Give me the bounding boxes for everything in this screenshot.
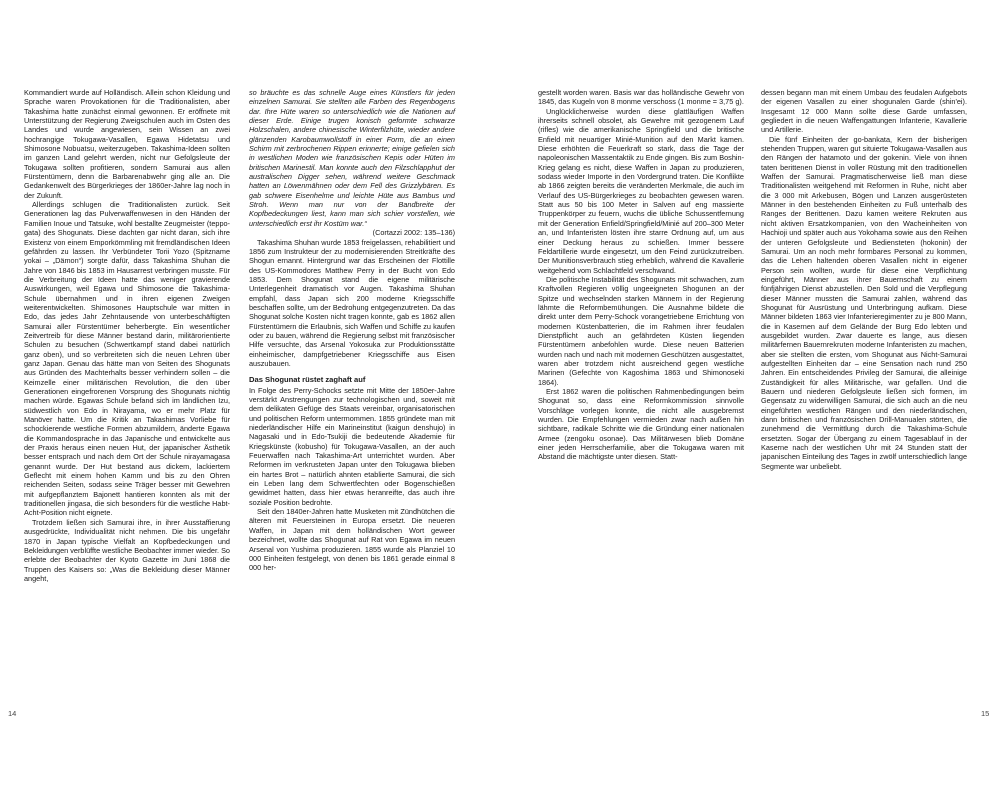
page-number-right: 15: [981, 709, 990, 718]
paragraph: dessen begann man mit einem Umbau des feudalen Aufgebots der eigenen Vasallen zu einer shogunalen Garde (shin'ei). Insgesamt 12 000 Mann sollte diese Garde umfassen, gegliedert in die neuen Waffengattungen Infanterie, Kavallerie und Artillerie.: [761, 88, 967, 135]
section-heading: Das Shogunat rüstet zaghaft auf: [249, 375, 366, 385]
column-3: [538, 88, 744, 462]
paragraph: In Folge des Perry-Schocks setzte mit Mitte der 1850er-Jahre verstärkt Anstrengungen zur technologischen und, soweit mit dem delikaten Gefüge des Staats vereinbar, organisatorischen und politischen Reform untermommen. 1855 gründete man mit niederländischer Hilfe ein Marineinstitut (kaigun denshujo) in Nagasaki und in Edo-Tsukiji die bedeutende Akademie für Kriegskünste (kobusho) für Tokugawa-Vasallen, an der auch Feuerwaffen nach Takashima-Art unterrichtet wurden. Aber Reformen im verkrusteten Japan unter den Tokugawa blieben ein hartes Brot – natürlich ahnten etablierte Samurai, die sich ein Leben lang dem Schwertfechten oder Bogenschießen gewidmet hatten, dass hier etwas heranreifte, das auch ihre soziale Position bedrohte.: [249, 385, 455, 507]
paragraph: Unglücklicherweise wurden diese glattläufigen Waffen ihrerseits schnell obsolet, als Gewehre mit gezogenem Lauf (rifles) wie die amerikanische Springfield und die britische Enfield mit neuartiger Minié-Munition auf den Markt kamen. Diese erhöhten die Feuerkraft so stark, dass die Tage der napoleonischen Massentaktik zu Ende gingen. Bis zum Boshin-Krieg gelang es nicht, diese Waffen in Japan zu produzieren, sodass wieder Importe in den Vordergrund traten. Die Konflikte ab 1866 zeigten bereits die veränderten Merkmale, die auch im Verlauf des US-Bürgerkrieges zu beobachten gewesen waren. Statt aus 50 bis 100 Meter in Salven auf eng massierte Truppenkörper zu feuern, wuchs die übliche Schussentfernung mit der Generation Enfield/Springfield/Minié auf 200–300 Meter an, und Infanteristen lösten ihre starre Ordnung auf, um aus einer Deckung heraus zu schießen. Immer bessere Feldartillerie wurde eingesetzt, um den Feind zurückzutreiben. Der Munitionsverbrauch stieg erheblich, während die Kavallerie weitgehend vom Schlachtfeld verschwand.: [538, 106, 744, 275]
column-2: [249, 88, 455, 573]
paragraph: Allerdings schlugen die Traditionalisten zurück. Seit Generationen lag das Pulverwaffenwesen in den Händen der Familien Inoue und Tatsuke, wohl bestallte Zeugmeister (teppo-gata) des Shogunats. Diese dachten gar nicht daran, sich ihre Existenz von einem Emporkömmling mit fremdländischen Ideen gefährden zu lassen. Ihr Verbündeter Torii Yozo (Spitzname yokai – „Dämon“) sorgte dafür, dass Takashima Shuhan die Jahre von 1846 bis 1853 im Hausarrest verbringen musste. Für die Verbreitung der Ideen hatte das weniger gravierende Auswirkungen, weil Egawa und Shimosone die Takashima-Schule übernahmen und in ihren eigenen Zweigen weiterentwickelten. Shimosones Hauptschule war mitten in Edo, das jedes Jahr Zehntausende von unterbeschäftigten Samurai aller Fürstentümer beherbergte. Ein wesentlicher Zeitvertreib für diese Männer bestand darin, militärorientierte Schulen zu besuchen (Schwertkampf stand dabei natürlich ganz oben), und so verbreiteten sich die neuen Lehren über ganz Japan. Genau das hätte man von Seiten des Shogunats aus Gründen des Machterhalts besser verhindern sollen – die Keimzelle einer militärischen Revolution, die den über Generationen eingefrorenen Vorsprung des Shogunats nichtig machen würde. Egawas Schule befand sich im ländlichen Izu, südwestlich von Edo in Nirayama, wo er mehr Platz für Manöver hatte. Um die Kritik an Takashimas Vorliebe für schockierende westliche Formen abzumildern, änderte Egawa die Kommandosprache in das Japanische und entwickelte aus der Praxis heraus einen neuen Hut, der japanischer Ästhetik besser entsprach und nach dem Ort der Schule nirayamagasa genannt wurde. Der Hut bestand aus dickem, lackiertem Geflecht mit einem hohen Kamm und bis zu den Ohren reichenden Seiten, sodass seine Träger besser mit Gewehren mit aufgepflanztem Bajonett hantieren konnten als mit der traditionellen jingasa, die sich besonders für die westliche Habt-Acht-Position nicht eignete.: [24, 200, 230, 518]
paragraph: Seit den 1840er-Jahren hatte Musketen mit Zündhütchen die älteren mit Feuersteinen in Europa ersetzt. Die neueren Waffen, in Japan mit dem holländischen Wort geweer bezeichnet, wollte das Shogunat auf Rat von Egawa im neuen Arsenal von Yushima produzieren. 1855 wurde als Planziel 10 000 Einheiten festgelegt, von denen bis 1861 gerade einmal 8 000 her-: [249, 507, 455, 573]
paragraph: Die politische Instabilität des Shogunats mit schwachen, zum Kraftvollen Regieren völlig ungeeigneten Shogunen an der Spitze und wechselnden starken Männern in der Regierung lähmte die Reformbemühungen. Die Ausnahme bildete die direkt unter dem Perry-Schock vorangetriebene Errichtung von modernen Küstenbatterien, die im Rahmen ihrer feudalen Dienstpflicht auch an gefährdeten Küsten liegenden Fürstentümern anbefohlen wurde. Diese neuen Batterien wurden nach und nach mit modernen Geschützen ausgestattet, waren aber trotzdem nicht ausreichend gegen westliche Marinen (Gefechte von Kagoshima 1863 und Shimonoseki 1864).: [538, 274, 744, 387]
paragraph: Die fünf Einheiten der go-bankata, Kern der bisherigen stehenden Truppen, waren gut situierte Tokugawa-Vasallen aus den Rängen der hatamoto und der gokenin. Viele von ihnen taten berittenen Dienst in voller Rüstung mit den traditionellen Waffen der Samurai. Pragmatischerweise ließ man diese Traditionalisten weitgehend mit Reformen in Ruhe, nicht aber die 3 000 mit Arkebusen, Bögen und Lanzen ausgerüsteten Männer in den bestehenden Einheiten zu Fuß unterhalb des Ranges der Berittenen. Dazu kamen weitere Rekruten aus nicht aktiven Ersatzkompanien, von den Wacheinheiten von Hachioji und später auch aus Yokohama sowie aus den Reihen der unteren Gefolgsleute und Bediensteten (hokonin) der Samurai. Um an noch mehr formbares Personal zu kommen, das die Lehen haltenden oberen Vasallen nicht in eigener Person sein wollten, wurde für diese eine Verpflichtung eingeführt, Männer aus ihrer Bauernschaft zu einem fünfjährigen Dienst abzustellen. Den Sold und die Verpflegung dieser Männer mussten die Samurai zahlen, während das Shogunat für Ausrüstung und Unterbringung aufkam. Diese Männer bildeten 1863 vier Infanterieregimenter zu je 800 Mann, die in Kasernen auf dem Gelände der Burg Edo lebten und ausgebildet wurden. Zwar dauerte es lange, aus diesen militärfernen Bauernrekruten moderne Infanteristen zu machen, aber sie stellten die ersten, vom Shogunat aus Nicht-Samurai aufgestellten Einheiten dar – eine Sensation nach rund 250 Jahren. Ein entscheidendes Privileg der Samurai, die alleinige Zuständigkeit für alles Militärische, war gefallen. Und die Bauern und niederen Gefolgsleute ließen sich formen, im Gegensatz zu widerwilligen Samurai, die sich auch an die neu eingeführten westlichen Rängen und den niederländischen, dann britischen und französischen Drill-Manualen störten, die zunehmend die Vermittlung durch die Takashima-Schule ersetzten. Sogar der Übergang zu einem Tagesablauf in der Kaserne nach der westlichen Uhr mit 24 Stunden statt der japanischen Einteilung des Tages in zwölf unterschiedlich lange Segmente war unbeliebt.: [761, 134, 967, 471]
paragraph: Kommandiert wurde auf Holländisch. Allein schon Kleidung und Sprache waren Provokationen für die Traditionalisten, aber Takashima hatte zunächst einmal gewonnen. Er eröffnete mit Unterstützung der Regierung Zweigschulen auch im Osten des Landes und wurde angewiesen, sein Wissen an zwei hochrangige Tokugawa-Vasallen, Egawa Hidetatsu und Shimosone Nobuatsu, weiterzugeben. Takashima-Ideen sollten im ganzen Land gelehrt werden, nicht nur Gefolgsleute der Tokugawa sollten profitieren, sondern Samurai aus allen Fürstentümern, denn die Barbarenabwehr ging alle an. Die Gedankenwelt des Bürgerkrieges der 1860er-Jahre lag noch in der Zukunft.: [24, 88, 230, 200]
quote-citation: (Cortazzi 2002: 135–136): [372, 228, 455, 238]
paragraph: Takashima Shuhan wurde 1853 freigelassen, rehabilitiert und 1856 zum Instrukteur der zu modernisierenden Streitkräfte des Shogun ernannt. Hintergrund war das Erscheinen der Flottille des US-Kommodores Matthew Perry in der Bucht von Edo 1853. Dem Shogunat stand die eigene militärische Unterlegenheit dramatisch vor Augen. Takashima Shuhan empfahl, dass Japan sich 200 moderne Kriegsschiffe beschaffen sollte, um der Bedrohung entgegenzutreten. Da das Shogunat solche Kosten nicht tragen konnte, gab es 1862 allen Fürstentümern die Erlaubnis, sich Waffen und Schiffe zu kaufen oder zu bauen, während die Regierung selbst mit französischer Hilfe versuchte, das Arsenal Yokosuka zur Produktionsstätte einheimischer, dampfgetriebener Kriegsschiffe aus Eisen auszubauen.: [249, 237, 455, 368]
paragraph: Trotzdem ließen sich Samurai ihre, in ihrer Ausstaffierung ausgedrückte, Individualität nicht nehmen. Die bis ungefähr 1870 in Japan typische Vielfalt an Kopfbedeckungen und Bekleidungen verblüffte westliche Beobachter immer wieder. So erlebte der Beobachter der Kyoto Gazette im Juni 1868 die Truppen des Kaisers so: „Was die Bekleidung dieser Männer angeht,: [24, 517, 230, 583]
column-4: [761, 88, 967, 471]
paragraph: gestellt worden waren. Basis war das holländische Gewehr von 1845, das Kugeln von 8 monme verschoss (1 monme = 3,75 g).: [538, 88, 744, 107]
paragraph: Erst 1862 waren die politischen Rahmenbedingungen beim Shogunat so, dass eine Reformkommission sinnvolle Vorschläge vorlegen konnte, die nicht alle ausgebremst wurden. Die Empfehlungen vermieden zwar nach außen hin sichtbare, radikale Schritte wie die Gründung einer nationalen Armee (zengoku osonae). Das Militärwesen blieb Domäne einer jeden Herrscherfamilie, aber die Tokugawa waren mit Abstand die mächtigste unter diesen. Statt-: [538, 387, 744, 462]
block-quote: so bräuchte es das schnelle Auge eines Künstlers für jeden einzelnen Samurai. Sie stellten alle Farben des Regenbogens dar. Ihre Hüte waren so unterschiedlich wie die Nationen auf dieser Erde. Einige trugen konisch geformte schwarze Holzschalen, andere chinesische Winterfilzhüte, wieder andere glänzenden Karobaumwollstoff in einer Form, die an einen Schirm mit zerbrochenen Rippen erinnerte; einige gefielen sich in westlichen Moden wie französischen Kepis oder Hüten im britischen Marinestil. Man konnte auch den Filzschlapphut der australischen Digger sehen, während weitere Geschmack hatten an Löwenmähnen oder dem Fell des Grizzlybären. Es gab schwere Eisenhelme und leichte Hüte aus Bambus und Stroh. Wenn man nur von der Bandbreite der Kopfbedeckungen liest, kann man sich schier vorstellen, wie unterschiedlich erst ihr Kostüm war.“: [249, 88, 455, 228]
column-1: [24, 88, 230, 583]
page-number-left: 14: [8, 709, 17, 718]
